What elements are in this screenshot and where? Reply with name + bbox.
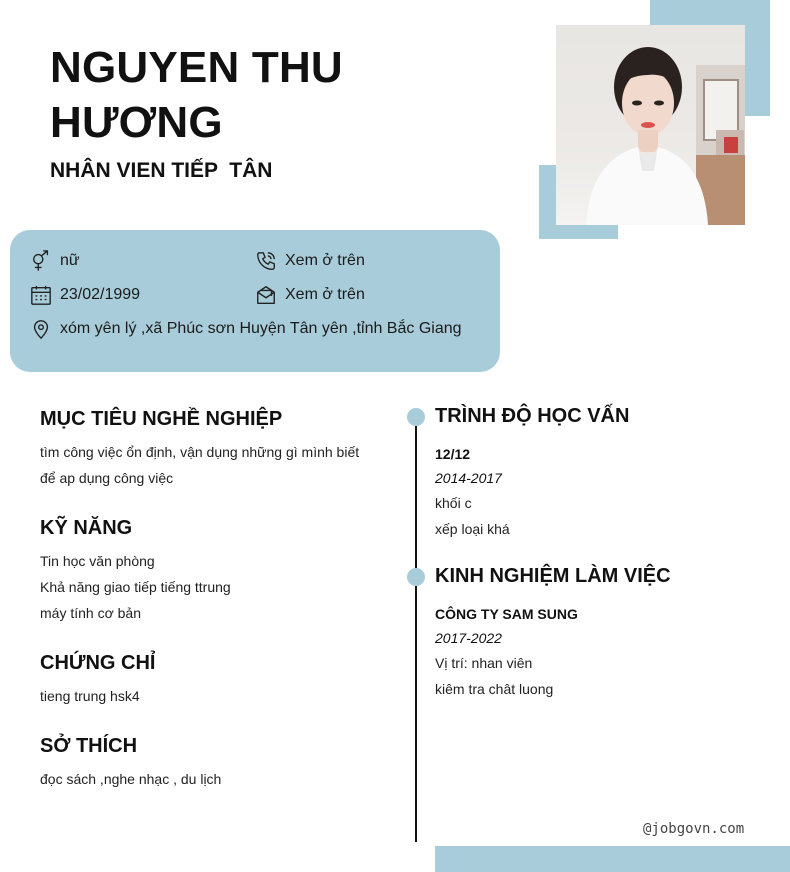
education-heading: TRÌNH ĐỘ HỌC VẤN [435,405,630,427]
education-grade: xếp loại khá [435,521,510,537]
profile-photo [556,25,745,225]
education-school: 12/12 [435,446,471,462]
hobbies-heading: SỞ THÍCH [40,735,138,757]
candidate-name: NGUYEN THU HƯƠNG [50,43,343,147]
certificates-list [40,683,140,709]
skills-heading: KỸ NĂNG [40,517,133,539]
skill-item: máy tính cơ bản [40,605,142,621]
email-value: Xem ở trên [285,286,365,303]
profile-photo-illustration [556,25,745,225]
location-icon [30,318,52,340]
phone-value: Xem ở trên [285,252,365,269]
experience-company: CÔNG TY SAM SUNG [435,606,578,622]
experience-heading: KINH NGHIỆM LÀM VIỆC [435,565,671,587]
objective-text [40,439,359,491]
skill-item: Khả năng giao tiếp tiếng ttrung [40,579,231,595]
gender-icon [30,250,52,272]
education-period: 2014-2017 [435,470,502,486]
gender-value: nữ [60,252,80,269]
hobbies-list [40,766,221,792]
education-dot [407,408,425,426]
phone-icon [255,250,277,272]
objective-line: tìm công việc ổn định, vận dụng những gì mình biết [40,444,360,460]
contact-email [255,284,365,306]
contact-phone [255,250,365,272]
job-title: NHÂN VIEN TIẾP TÂN [50,159,273,182]
education-major: khối c [435,495,472,511]
objective-line: để ap dụng công việc [40,470,174,486]
experience-period: 2017-2022 [435,630,502,646]
contact-birthdate [30,284,140,306]
hobby-item: đọc sách ,nghe nhạc , du lịch [40,771,222,787]
objective-heading: MỤC TIÊU NGHỀ NGHIỆP [40,408,283,430]
contact-gender [30,250,80,272]
experience-position: Vị trí: nhan viên [435,655,533,671]
experience-description: kiêm tra chât luong [435,681,554,697]
skill-item: Tin học văn phòng [40,553,155,569]
experience-dot [407,568,425,586]
watermark: @jobgovn.com [643,821,745,837]
certificate-item: tieng trung hsk4 [40,688,140,704]
calendar-icon [30,284,52,306]
skills-list [40,548,231,626]
certificates-heading: CHỨNG CHỈ [40,652,156,674]
birthdate-value: 23/02/1999 [60,286,141,303]
contact-address [30,318,462,340]
address-value: xóm yên lý ,xã Phúc sơn Huyện Tân yên ,tỉnh Bắc Giang [60,320,462,337]
timeline-line [415,415,417,842]
email-icon [255,284,277,306]
footer-bar [435,846,790,872]
